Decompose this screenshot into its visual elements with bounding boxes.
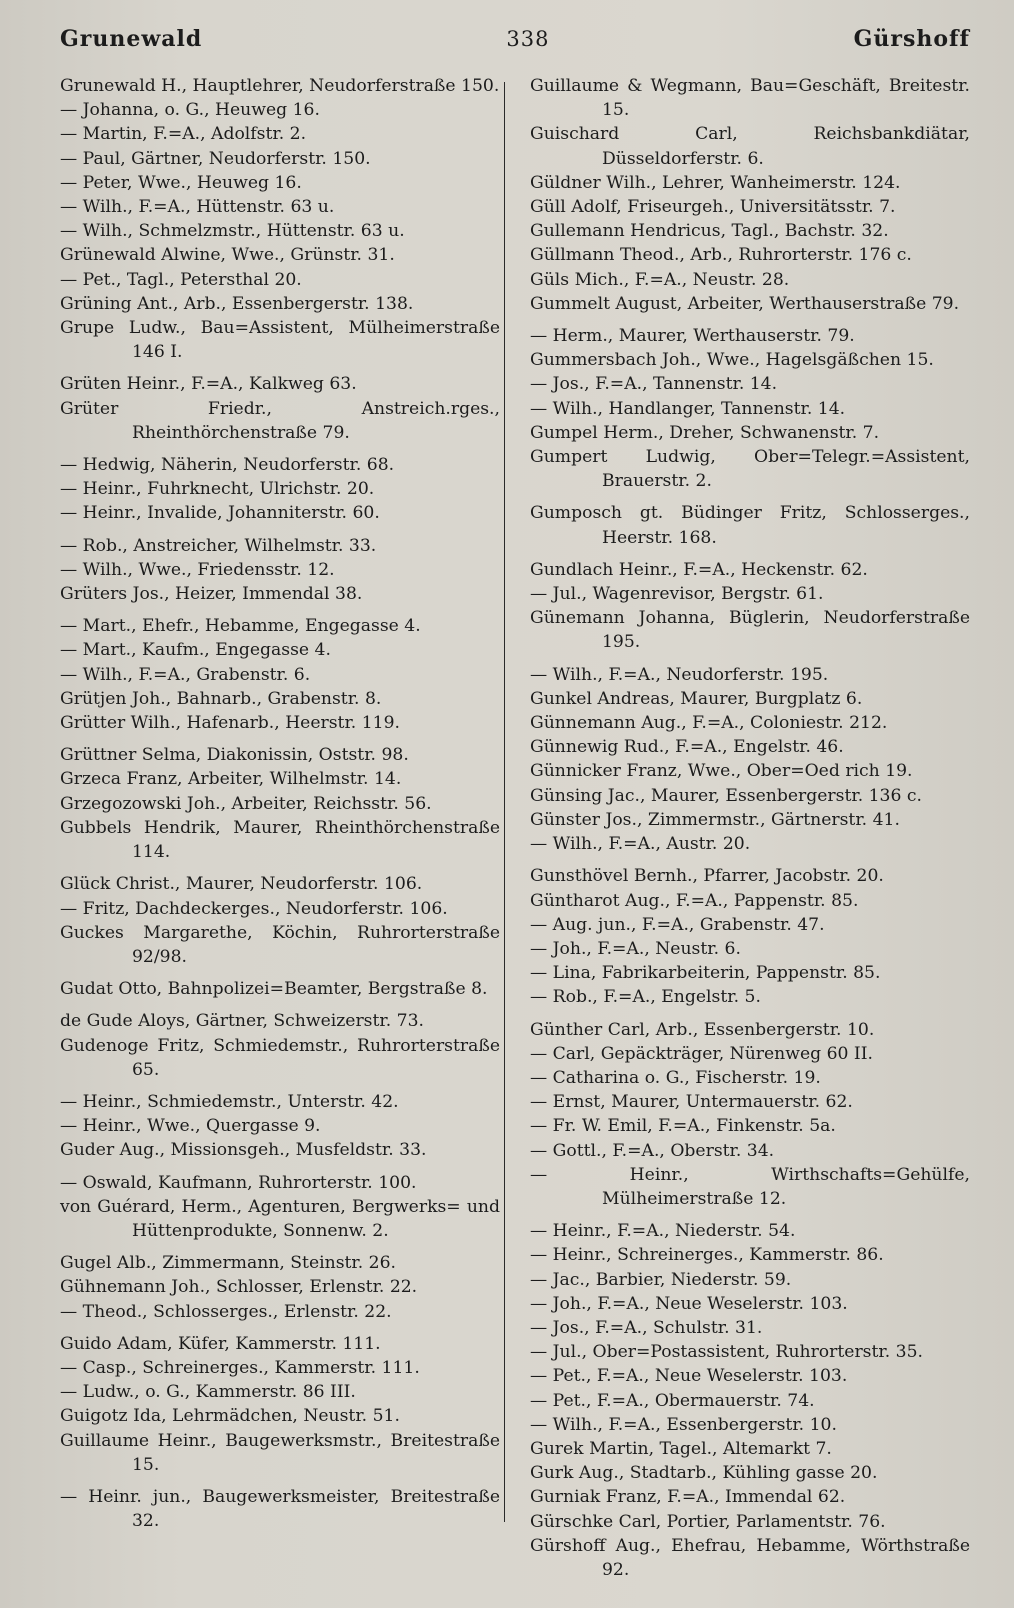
directory-entry: Gumpert Ludwig, Ober=Telegr.=Assistent, Brauerstr. 2. [530,447,970,492]
directory-entry: Gürschke Carl, Portier, Parlamentstr. 76. [530,1511,886,1532]
directory-entry: Gugel Alb., Zimmermann, Steinstr. 26. [60,1253,397,1274]
columns [60,74,970,1582]
directory-entry: Güllmann Theod., Arb., Ruhrorterstr. 176 c. [530,245,912,266]
directory-entry: — Heinr., Wwe., Quergasse 9. [60,1116,321,1137]
directory-entry: Grüters Jos., Heizer, Immendal 38. [60,584,363,605]
directory-entry: Guischard Carl, Reichsbankdiätar, Düsseldorferstr. 6. [530,124,970,169]
directory-entry: — Pet., F.=A., Neue Weselerstr. 103. [530,1366,848,1387]
directory-entry: Gunkel Andreas, Maurer, Burgplatz 6. [530,688,863,709]
directory-entry: — Rob., F.=A., Engelstr. 5. [530,987,761,1008]
directory-entry: — Carl, Gepäckträger, Nürenweg 60 II. [530,1043,873,1064]
directory-entry: Güldner Wilh., Lehrer, Wanheimerstr. 124. [530,172,901,193]
page-header [60,26,970,70]
directory-entry: Gumposch gt. Büdinger Fritz, Schlosserges., Heerstr. 168. [530,503,970,548]
directory-entry: — Jac., Barbier, Niederstr. 59. [530,1269,792,1290]
directory-entry: — Ernst, Maurer, Untermauerstr. 62. [530,1092,853,1113]
directory-entry: Gurniak Franz, F.=A., Immendal 62. [530,1487,846,1508]
directory-entry: Guckes Margarethe, Köchin, Ruhrorterstraße 92/98. [60,922,500,967]
directory-entry: Grüttner Selma, Diakonissin, Oststr. 98. [60,745,409,766]
directory-entry: Grüten Heinr., F.=A., Kalkweg 63. [60,374,357,395]
directory-entry: — Wilh., Schmelzmstr., Hüttenstr. 63 u. [60,221,405,242]
directory-entry: — Hedwig, Näherin, Neudorferstr. 68. [60,455,395,476]
directory-entry: von Guérard, Herm., Agenturen, Bergwerks= und Hüttenprodukte, Sonnenw. 2. [60,1196,500,1241]
directory-entry: — Paul, Gärtner, Neudorferstr. 150. [60,148,371,169]
directory-entry: Gummelt August, Arbeiter, Werthauserstraße 79. [530,293,960,314]
right-column [514,74,970,1582]
header-right-keyword: Gürshoff [853,26,970,52]
directory-entry: — Heinr., F.=A., Niederstr. 54. [530,1221,796,1242]
directory-entry: Günnewig Rud., F.=A., Engelstr. 46. [530,737,844,758]
directory-entry: — Ludw., o. G., Kammerstr. 86 III. [60,1382,356,1403]
directory-entry: Güntharot Aug., F.=A., Pappenstr. 85. [530,890,859,911]
directory-entry: — Lina, Fabrikarbeiterin, Pappenstr. 85. [530,963,881,984]
directory-entry: Günnemann Aug., F.=A., Coloniestr. 212. [530,713,888,734]
directory-entry: — Martin, F.=A., Adolfstr. 2. [60,124,307,145]
directory-entry: — Heinr., Fuhrknecht, Ulrichstr. 20. [60,479,375,500]
directory-entry: Grüning Ant., Arb., Essenbergerstr. 138. [60,293,414,314]
directory-entry: — Heinr., Schmiedemstr., Unterstr. 42. [60,1091,399,1112]
directory-entry: — Wilh., Wwe., Friedensstr. 12. [60,559,335,580]
directory-entry: Güls Mich., F.=A., Neustr. 28. [530,269,790,290]
directory-entry: Gürshoff Aug., Ehefrau, Hebamme, Wörthstraße 92. [530,1535,970,1580]
directory-entry: Gummersbach Joh., Wwe., Hagelsgäßchen 15. [530,350,934,371]
directory-entry: Grünewald Alwine, Wwe., Grünstr. 31. [60,245,395,266]
directory-entry: Guder Aug., Missionsgeh., Musfeldstr. 33. [60,1140,427,1161]
column-divider [504,82,505,1522]
directory-entry: — Wilh., F.=A., Hüttenstr. 63 u. [60,197,335,218]
directory-entry: Gühnemann Joh., Schlosser, Erlenstr. 22. [60,1277,418,1298]
directory-entry: — Jul., Ober=Postassistent, Ruhrorterstr. 35. [530,1342,923,1363]
directory-entry: — Herm., Maurer, Werthauserstr. 79. [530,326,855,347]
directory-entry: — Jul., Wagenrevisor, Bergstr. 61. [530,584,824,605]
directory-entry: Grüter Friedr., Anstreich.rges., Rheinthörchenstraße 79. [60,398,500,443]
directory-entry: Gudenoge Fritz, Schmiedemstr., Ruhrorterstraße 65. [60,1035,500,1080]
directory-entry: Günther Carl, Arb., Essenbergerstr. 10. [530,1019,875,1040]
directory-entry: Guido Adam, Küfer, Kammerstr. 111. [60,1333,381,1354]
directory-entry: — Joh., F.=A., Neue Weselerstr. 103. [530,1293,848,1314]
directory-entry: — Pet., Tagl., Petersthal 20. [60,269,302,290]
directory-entry: Grunewald H., Hauptlehrer, Neudorferstraße 150. [60,76,500,96]
directory-entry: — Casp., Schreinerges., Kammerstr. 111. [60,1357,420,1378]
directory-entry: — Heinr. jun., Baugewerksmeister, Breitestraße 32. [60,1486,500,1532]
directory-entry: — Rob., Anstreicher, Wilhelmstr. 33. [60,535,377,556]
directory-entry: — Catharina o. G., Fischerstr. 19. [530,1067,821,1088]
directory-entry: — Wilh., F.=A., Essenbergerstr. 10. [530,1414,837,1435]
directory-entry: — Wilh., F.=A., Neudorferstr. 195. [530,664,829,685]
directory-entry: — Johanna, o. G., Heuweg 16. [60,100,320,121]
directory-entry: Günemann Johanna, Büglerin, Neudorferstraße 195. [530,608,970,653]
directory-entry: Grütjen Joh., Bahnarb., Grabenstr. 8. [60,688,382,709]
directory-entry: Glück Christ., Maurer, Neudorferstr. 106. [60,874,423,895]
directory-entry: Gundlach Heinr., F.=A., Heckenstr. 62. [530,559,868,580]
directory-entry: — Joh., F.=A., Neustr. 6. [530,938,741,959]
directory-entry: Guigotz Ida, Lehrmädchen, Neustr. 51. [60,1406,400,1427]
directory-entry: Gubbels Hendrik, Maurer, Rheinthörchenstraße 114. [60,817,500,863]
directory-entry: — Gottl., F.=A., Oberstr. 34. [530,1140,775,1161]
page-number: 338 [506,27,550,51]
directory-entry: Grzegozowski Joh., Arbeiter, Reichsstr. 56. [60,793,432,814]
directory-entry: Günster Jos., Zimmermstr., Gärtnerstr. 41. [530,809,900,830]
directory-entry: Gudat Otto, Bahnpolizei=Beamter, Bergstraße 8. [60,979,488,1000]
directory-entry: Gurek Martin, Tagel., Altemarkt 7. [530,1438,832,1459]
directory-entry: Günsing Jac., Maurer, Essenbergerstr. 136 c. [530,785,922,806]
directory-entry: Gullemann Hendricus, Tagl., Bachstr. 32. [530,221,889,242]
directory-entry: Grütter Wilh., Hafenarb., Heerstr. 119. [60,713,400,734]
directory-entry: — Wilh., F.=A., Grabenstr. 6. [60,664,311,685]
directory-entry: — Heinr., Schreinerges., Kammerstr. 86. [530,1245,884,1266]
directory-entry: — Aug. jun., F.=A., Grabenstr. 47. [530,914,825,935]
header-left-keyword: Grunewald [60,26,203,52]
left-column [60,74,514,1582]
directory-entry: Gurk Aug., Stadtarb., Kühling gasse 20. [530,1463,878,1484]
directory-entry: Günnicker Franz, Wwe., Ober=Oed rich 19. [530,761,913,782]
directory-entry: — Pet., F.=A., Obermauerstr. 74. [530,1390,815,1411]
directory-entry: — Theod., Schlosserges., Erlenstr. 22. [60,1301,392,1322]
directory-entry: Gumpel Herm., Dreher, Schwanenstr. 7. [530,422,880,443]
directory-entry: — Jos., F.=A., Tannenstr. 14. [530,374,778,395]
directory-entry: — Fr. W. Emil, F.=A., Finkenstr. 5a. [530,1116,836,1137]
directory-entry: — Heinr., Wirthschafts=Gehülfe, Mülheimerstraße 12. [530,1164,970,1209]
directory-entry: Grupe Ludw., Bau=Assistent, Mülheimerstraße 146 I. [60,318,500,363]
directory-entry: — Jos., F.=A., Schulstr. 31. [530,1317,763,1338]
directory-entry: de Gude Aloys, Gärtner, Schweizerstr. 73. [60,1011,424,1032]
directory-entry: — Wilh., Handlanger, Tannenstr. 14. [530,398,846,419]
directory-entry: — Oswald, Kaufmann, Ruhrorterstr. 100. [60,1172,417,1193]
directory-entry: — Mart., Ehefr., Hebamme, Engegasse 4. [60,616,421,637]
directory-entry: — Peter, Wwe., Heuweg 16. [60,172,302,193]
directory-entry: Grzeca Franz, Arbeiter, Wilhelmstr. 14. [60,769,402,790]
directory-entry: — Fritz, Dachdeckerges., Neudorferstr. 106. [60,898,448,919]
directory-entry: — Mart., Kaufm., Engegasse 4. [60,640,331,661]
directory-entry: Guillaume & Wegmann, Bau=Geschäft, Breitestr. 15. [530,76,970,121]
directory-entry: Güll Adolf, Friseurgeh., Universitätsstr. 7. [530,197,896,218]
directory-entry: Gunsthövel Bernh., Pfarrer, Jacobstr. 20. [530,866,884,887]
directory-entry: — Wilh., F.=A., Austr. 20. [530,834,751,855]
directory-entry: — Heinr., Invalide, Johanniterstr. 60. [60,503,380,524]
directory-entry: Guillaume Heinr., Baugewerksmstr., Breitestraße 15. [60,1430,500,1475]
